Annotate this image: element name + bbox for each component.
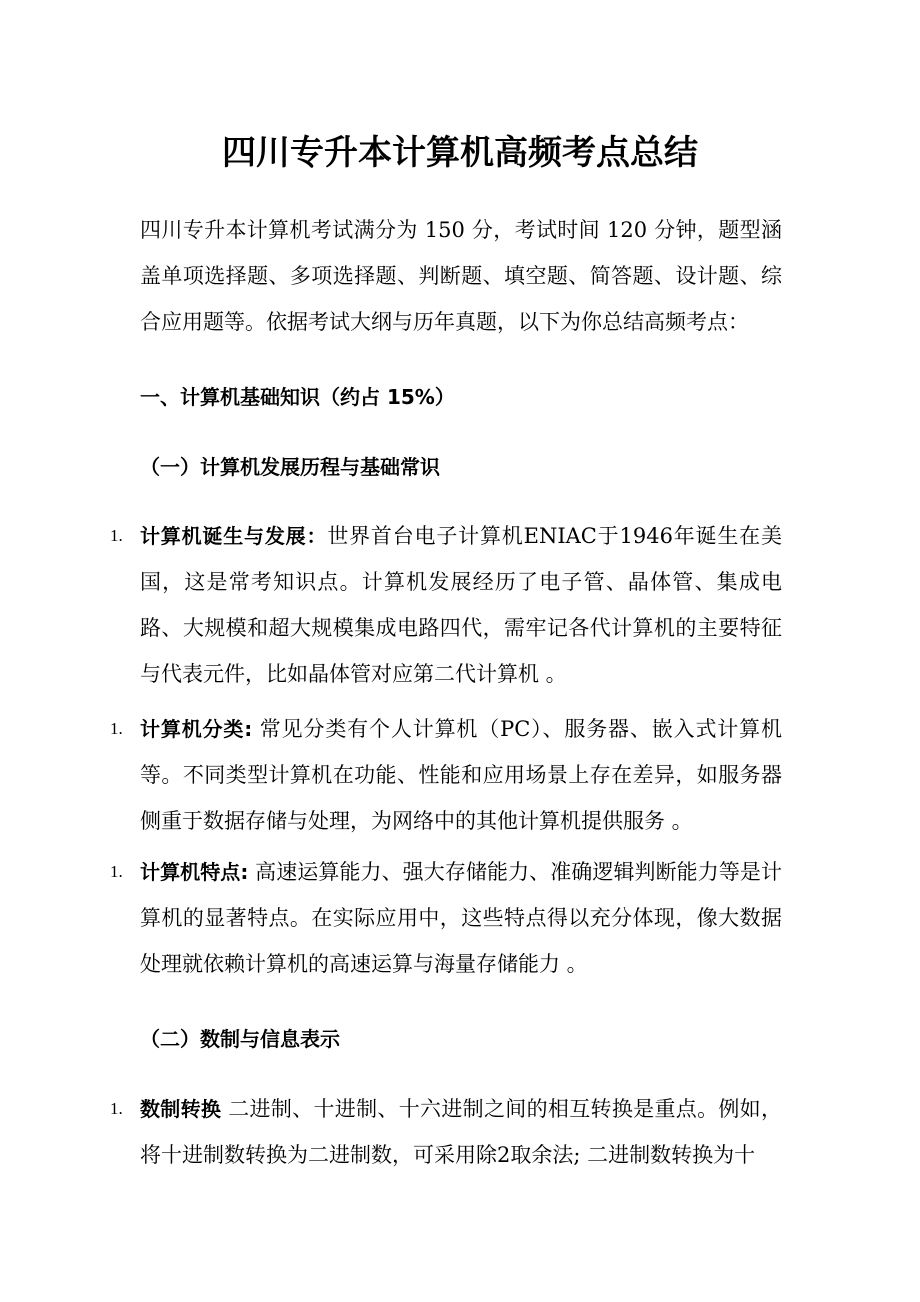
list-item-key: 计算机特点: (140, 860, 249, 884)
list-item-text: 二进制、十进制、十六进制之间的相互转换是重点。例如，将十进制数转换为二进制数，可采用除2取余法; 二进制数转换为十 (140, 1097, 782, 1167)
list-item-text: 世界首台电子计算机ENIAC于1946年诞生在美国，这是常考知识点。计算机发展经历了电子管、晶体管、集成电路、大规模和超大规模集成电路四代，需牢记各代计算机的主要特征与代表元件，比如晶体管对应第二代计算机 。 (140, 524, 782, 686)
list-item-body (140, 513, 782, 697)
list-item-body (140, 706, 782, 844)
list-item-body (140, 1086, 782, 1178)
list-item-text: 高速运算能力、强大存储能力、准确逻辑判断能力等是计算机的显著特点。在实际应用中，这些特点得以充分体现，像大数据处理就依赖计算机的高速运算与海量存储能力 。 (140, 860, 782, 976)
list-item-number: 1. (110, 719, 123, 738)
intro-paragraph: 四川专升本计算机考试满分为 150 分，考试时间 120 分钟，题型涵盖单项选择题、多项选择题、判断题、填空题、简答题、设计题、综合应用题等。依据考试大纲与历年真题，以下为你总结高频考点： (140, 218, 782, 334)
document-title: 四川专升本计算机高频考点总结 (222, 133, 698, 173)
list-item (110, 849, 782, 987)
list-item (110, 706, 782, 844)
list-item-key: 计算机分类: (140, 717, 253, 741)
section-heading: 一、计算机基础知识（约占 15%） (140, 385, 455, 409)
list-item-number: 1. (110, 526, 123, 545)
list-item-number: 1. (110, 862, 123, 881)
list-item-key: 计算机诞生与发展： (140, 524, 328, 548)
list-item (110, 513, 782, 697)
list-item (110, 1086, 782, 1178)
list-item-number: 1. (110, 1099, 123, 1118)
list-item-body (140, 849, 782, 987)
list-item-key: 数制转换 (140, 1097, 222, 1121)
list-item-text: 常见分类有个人计算机（PC）、服务器、嵌入式计算机等。不同类型计算机在功能、性能和应用场景上存在差异，如服务器侧重于数据存储与处理，为网络中的其他计算机提供服务 。 (140, 717, 783, 833)
subsection-heading: （一）计算机发展历程与基础常识 (140, 455, 440, 479)
subsection-heading: （二）数制与信息表示 (140, 1027, 340, 1051)
